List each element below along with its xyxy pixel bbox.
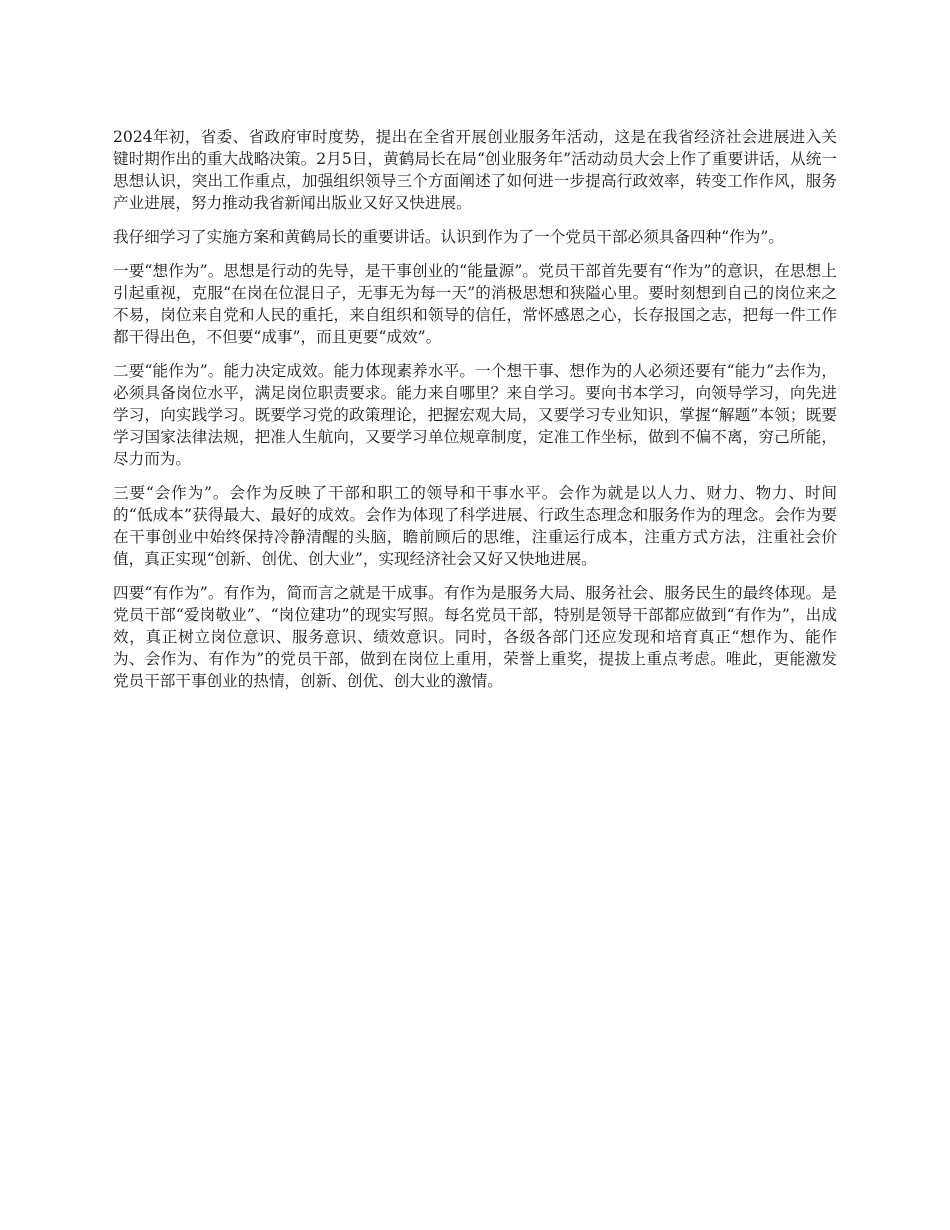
paragraph-intro: 2024年初，省委、省政府审时度势，提出在全省开展创业服务年活动，这是在我省经济社会进展进入关键时期作出的重大战略决策。2月5日，黄鹤局长在局“创业服务年”活动动员大会上作了重要讲话，从统一思想认识，突出工作重点，加强组织领导三个方面阐述了如何进一步提高行政效率，转变工作作风，服务产业进展，努力推动我省新闻出版业又好又快进展。: [113, 128, 837, 212]
document-page: [113, 126, 837, 704]
paragraph-point-4: 四要“有作为”。有作为，简而言之就是干成事。有作为是服务大局、服务社会、服务民生的最终体现。是党员干部“爱岗敬业”、“岗位建功”的现实写照。每名党员干部，特别是领导干部都应做到“有作为”，出成效，真正树立岗位意识、服务意识、绩效意识。同时，各级各部门还应发现和培育真正“想作为、能作为、会作为、有作为”的党员干部，做到在岗位上重用，荣誉上重奖，提拔上重点考虑。唯此，更能激发党员干部干事创业的热情，创新、创优、创大业的激情。: [113, 584, 837, 690]
paragraph-summary: 我仔细学习了实施方案和黄鹤局长的重要讲话。认识到作为了一个党员干部必须具备四种“作为”。: [113, 228, 784, 246]
paragraph-point-2: 二要“能作为”。能力决定成效。能力体现素养水平。一个想干事、想作为的人必须还要有“能力”去作为，必须具备岗位水平，满足岗位职责要求。能力来自哪里？来自学习。要向书本学习，向领导学习，向先进学习，向实践学习。既要学习党的政策理论，把握宏观大局，又要学习专业知识，掌握“解题”本领；既要学习国家法律法规，把准人生航向，又要学习单位规章制度，定准工作坐标，做到不偏不离，穷己所能，尽力而为。: [113, 362, 837, 468]
paragraph-point-1: 一要“想作为”。思想是行动的先导，是干事创业的“能量源”。党员干部首先要有“作为”的意识，在思想上引起重视，克服“在岗在位混日子，无事无为每一天”的消极思想和狭隘心里。要时刻想到自己的岗位来之不易，岗位来自党和人民的重托，来自组织和领导的信任，常怀感恩之心，长存报国之志，把每一件工作都干得出色，不但要“成事”，而且更要“成效”。: [113, 262, 837, 346]
paragraph-point-3: 三要“会作为”。会作为反映了干部和职工的领导和干事水平。会作为就是以人力、财力、物力、时间的“低成本”获得最大、最好的成效。会作为体现了科学进展、行政生态理念和服务作为的理念。会作为要在干事创业中始终保持冷静清醒的头脑，瞻前顾后的思维，注重运行成本，注重方式方法，注重社会价值，真正实现“创新、创优、创大业”，实现经济社会又好又快地进展。: [113, 484, 837, 568]
